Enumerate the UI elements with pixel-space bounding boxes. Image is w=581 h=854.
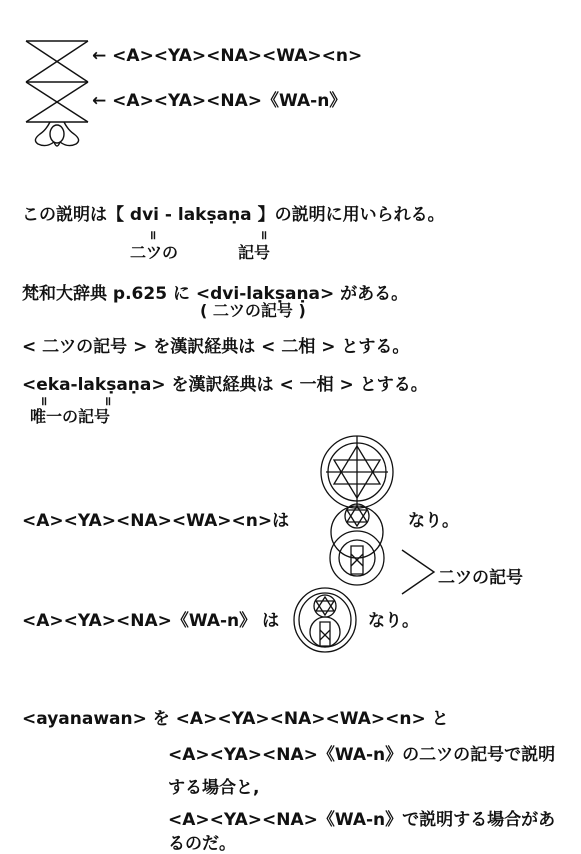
closing-line-2: <A><YA><NA>《WA-n》の二ツの記号で説明 <box>168 745 556 765</box>
paragraph-1-line: この説明は【 dvi - lakṣaṇa 】の説明に用いられる。 <box>22 205 445 225</box>
equals-mark: ॥ <box>40 394 48 408</box>
arrow-label-2: ← <A><YA><NA>《WA-n》 <box>92 91 347 111</box>
symbol-row-1-label: <A><YA><NA><WA><n>は <box>22 511 290 531</box>
closing-line-1: <ayanawan> を <A><YA><NA><WA><n> と <box>22 709 449 729</box>
equals-mark: ॥ <box>104 394 112 408</box>
paragraph-2-gloss: ( 二ツの記号 ) <box>200 301 306 320</box>
arrow-label-1: ← <A><YA><NA><WA><n> <box>92 46 363 66</box>
paragraph-4-gloss: 唯一の記号 <box>30 407 111 426</box>
hourglass-figure-diagram <box>22 38 102 153</box>
gloss-futatsu-no: 二ツの <box>130 243 179 262</box>
closing-line-5: るのだ。 <box>168 834 236 854</box>
paragraph-2-line: 梵和大辞典 p.625 に <dvi-lakṣaṇa> がある。 <box>22 284 409 304</box>
symbol-row-2-label: <A><YA><NA>《WA-n》 は <box>22 611 280 631</box>
gloss-kigou: 記号 <box>238 243 271 262</box>
closing-line-3: する場合と, <box>168 778 260 798</box>
equals-mark: ॥ <box>260 228 268 242</box>
mandala-stack-symbol <box>318 434 396 586</box>
symbol-row-2-suffix: なり。 <box>368 611 419 631</box>
paragraph-4-line: <eka-lakṣaṇa> を漢訳経典は < 一相 > とする。 <box>22 375 428 395</box>
bracket-connector <box>398 548 438 598</box>
bracket-label: 二ツの記号 <box>438 568 523 588</box>
closing-line-4: <A><YA><NA>《WA-n》で説明する場合があ <box>168 810 556 830</box>
paragraph-3-line: < 二ツの記号 > を漢訳経典は < 二相 > とする。 <box>22 337 410 357</box>
equals-mark: ॥ <box>149 228 157 242</box>
oval-mandala-symbol <box>292 586 358 654</box>
symbol-row-1-suffix: なり。 <box>408 511 459 531</box>
